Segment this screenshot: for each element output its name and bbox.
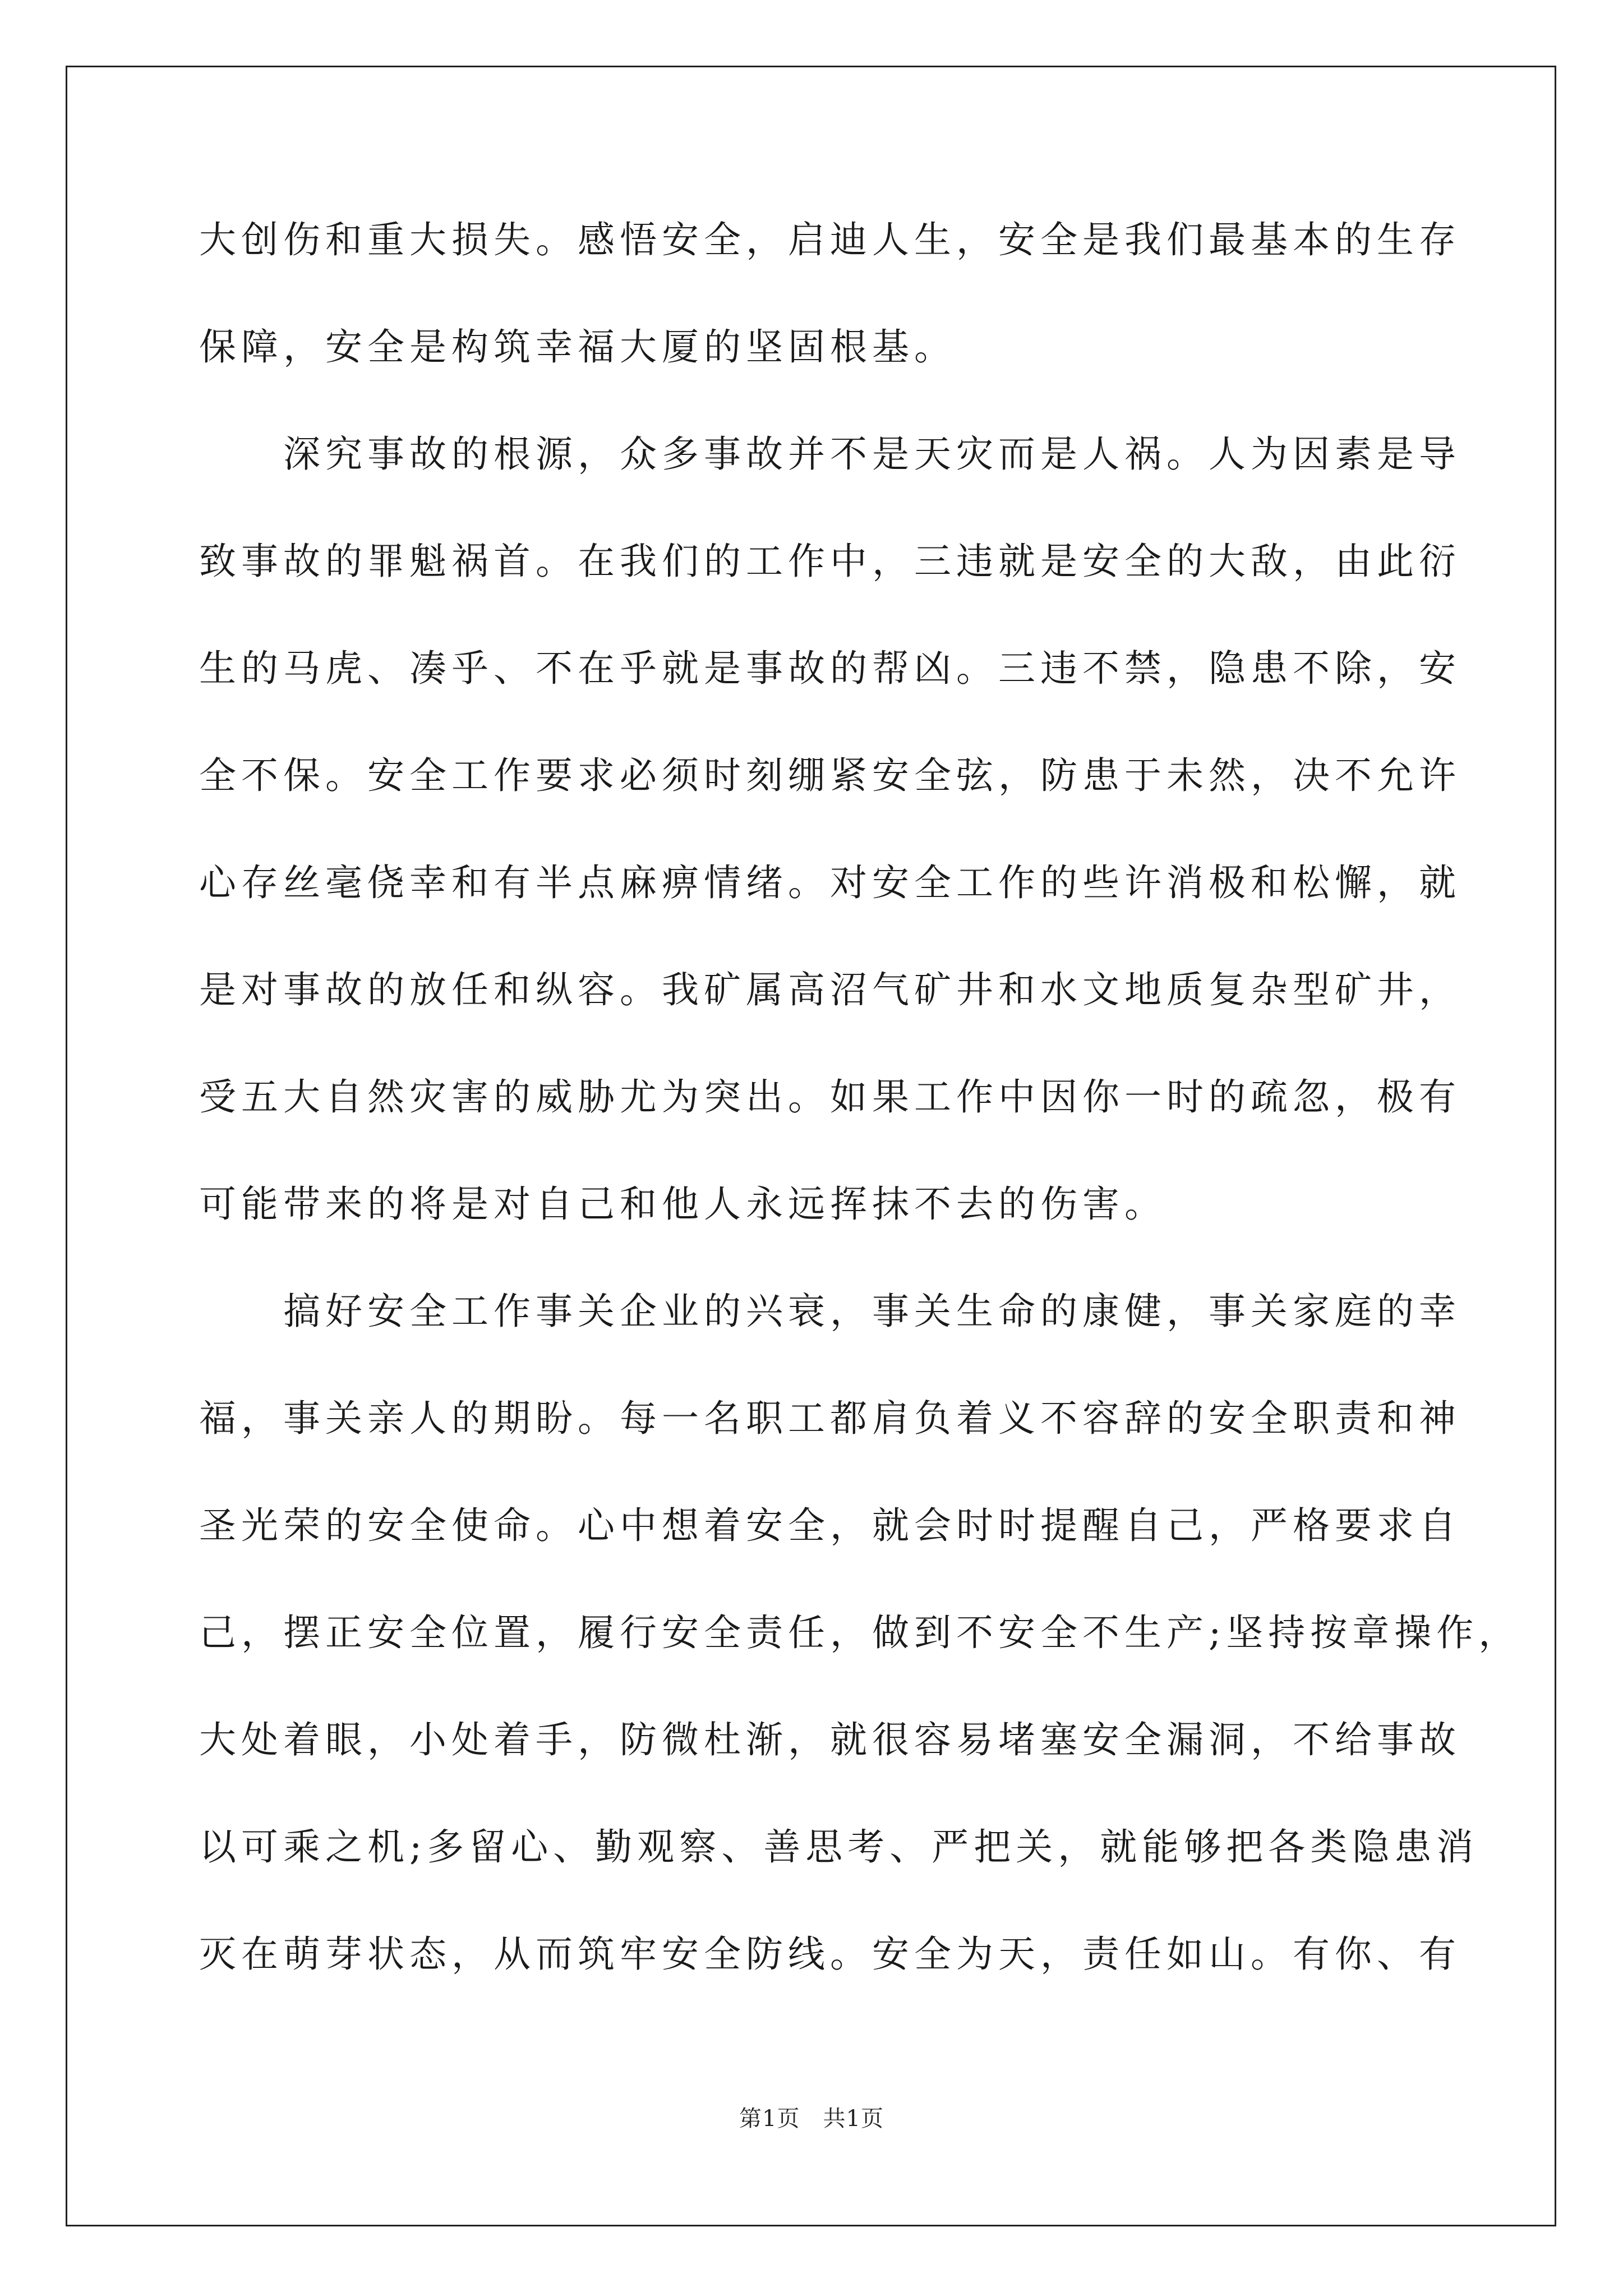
text-line: 受五大自然灾害的威胁尤为突出。如果工作中因你一时的疏忽，极有: [199, 1075, 1461, 1119]
document-body: [199, 213, 1521, 2035]
text-line: 是对事故的放任和纵容。我矿属高沼气矿井和水文地质复杂型矿井，: [199, 968, 1461, 1011]
text-line: 可能带来的将是对自己和他人永远挥抹不去的伤害。: [199, 1182, 1166, 1226]
text-line: 以可乘之机;多留心、勤观察、善思考、严把关，就能够把各类隐患消: [199, 1825, 1479, 1869]
text-line: 灭在萌芽状态，从而筑牢安全防线。安全为天，责任如山。有你、有: [199, 1932, 1461, 1976]
text-line: 心存丝毫侥幸和有半点麻痹情绪。对安全工作的些许消极和松懈，就: [199, 861, 1461, 904]
text-line: 生的马虎、凑乎、不在乎就是事故的帮凶。三违不禁，隐患不除，安: [199, 647, 1461, 690]
text-line: 己，摆正安全位置，履行安全责任，做到不安全不生产;坚持按章操作，: [199, 1611, 1521, 1654]
text-line: 圣光荣的安全使命。心中想着安全，就会时时提醒自己，严格要求自: [199, 1504, 1461, 1547]
text-line: 致事故的罪魁祸首。在我们的工作中，三违就是安全的大敌，由此衍: [199, 540, 1461, 583]
text-line: 福，事关亲人的期盼。每一名职工都肩负着义不容辞的安全职责和神: [199, 1397, 1461, 1440]
text-line: 搞好安全工作事关企业的兴衰，事关生命的康健，事关家庭的幸: [199, 1290, 1461, 1333]
text-line: 全不保。安全工作要求必须时刻绷紧安全弦，防患于未然，决不允许: [199, 754, 1461, 797]
text-line: 深究事故的根源，众多事故并不是天灾而是人祸。人为因素是导: [199, 432, 1461, 476]
page-footer: 第1页 共1页: [739, 2106, 884, 2132]
text-line: 大创伤和重大损失。感悟安全，启迪人生，安全是我们最基本的生存: [199, 218, 1461, 261]
text-line: 保障，安全是构筑幸福大厦的坚固根基。: [199, 325, 956, 369]
text-line: 大处着眼，小处着手，防微杜渐，就很容易堵塞安全漏洞，不给事故: [199, 1718, 1461, 1761]
